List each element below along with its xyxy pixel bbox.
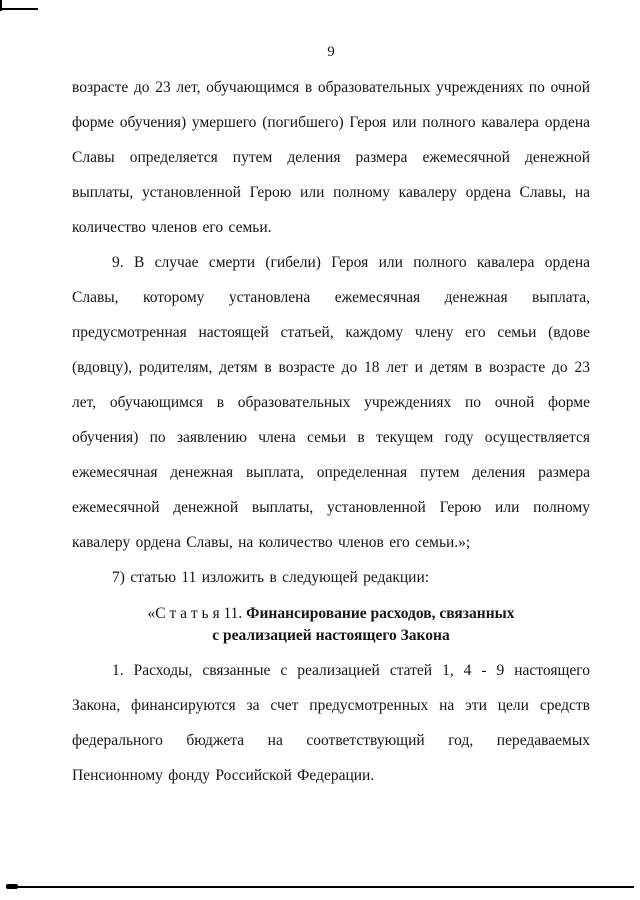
paragraph-continuation: возрасте до 23 лет, обучающимся в образовательных учреждениях по очной форме обучения) умершего (погибшего) Героя или полного кавалера ордена Славы определяется путем деления размера ежемесячной денежной выплаты, установленной Герою или полному кавалеру ордена Славы, на количество членов его семьи. [72, 79, 590, 236]
paragraph-amendment-7: 7) статью 11 изложить в следующей редакции: [112, 569, 430, 586]
scan-edge-top-left-horizontal [0, 8, 38, 10]
article-heading-line1 [102, 603, 560, 625]
scan-edge-bottom-left-mark [6, 884, 18, 889]
scan-edge-bottom [6, 886, 634, 888]
page-number: 9 [327, 44, 335, 60]
article-heading [72, 603, 590, 647]
paragraph-clause-1: 1. Расходы, связанные с реализацией статей 1, 4 - 9 настоящего Закона, финансируются за счет предусмотренных на эти цели средств федерального бюджета на соответствующий год, передаваемых Пенсионному фонду Российской Федерации. [72, 662, 590, 784]
article-heading-line2: с реализацией настоящего Закона [212, 627, 450, 644]
article-heading-label: «С т а т ь я 11. [147, 605, 243, 622]
scan-edge-top-left-vertical [0, 0, 2, 11]
article-heading-title: Финансирование расходов, связанных [246, 605, 515, 622]
paragraph-clause-9: 9. В случае смерти (гибели) Героя или полного кавалера ордена Славы, которому установлена ежемесячная денежная выплата, предусмотренная настоящей статьей, каждому члену его семьи (вдове (вдовцу), родителям, детям в возрасте до 18 лет и детям в возрасте до 23 лет, обучающимся в образовательных учреждениях по очной форме обучения) по заявлению члена семьи в текущем году осуществляется ежемесячная денежная выплата, определенная путем деления размера ежемесячной денежной выплаты, установленной Герою или полному кавалеру ордена Славы, на количество членов его семьи.»; [72, 254, 590, 551]
